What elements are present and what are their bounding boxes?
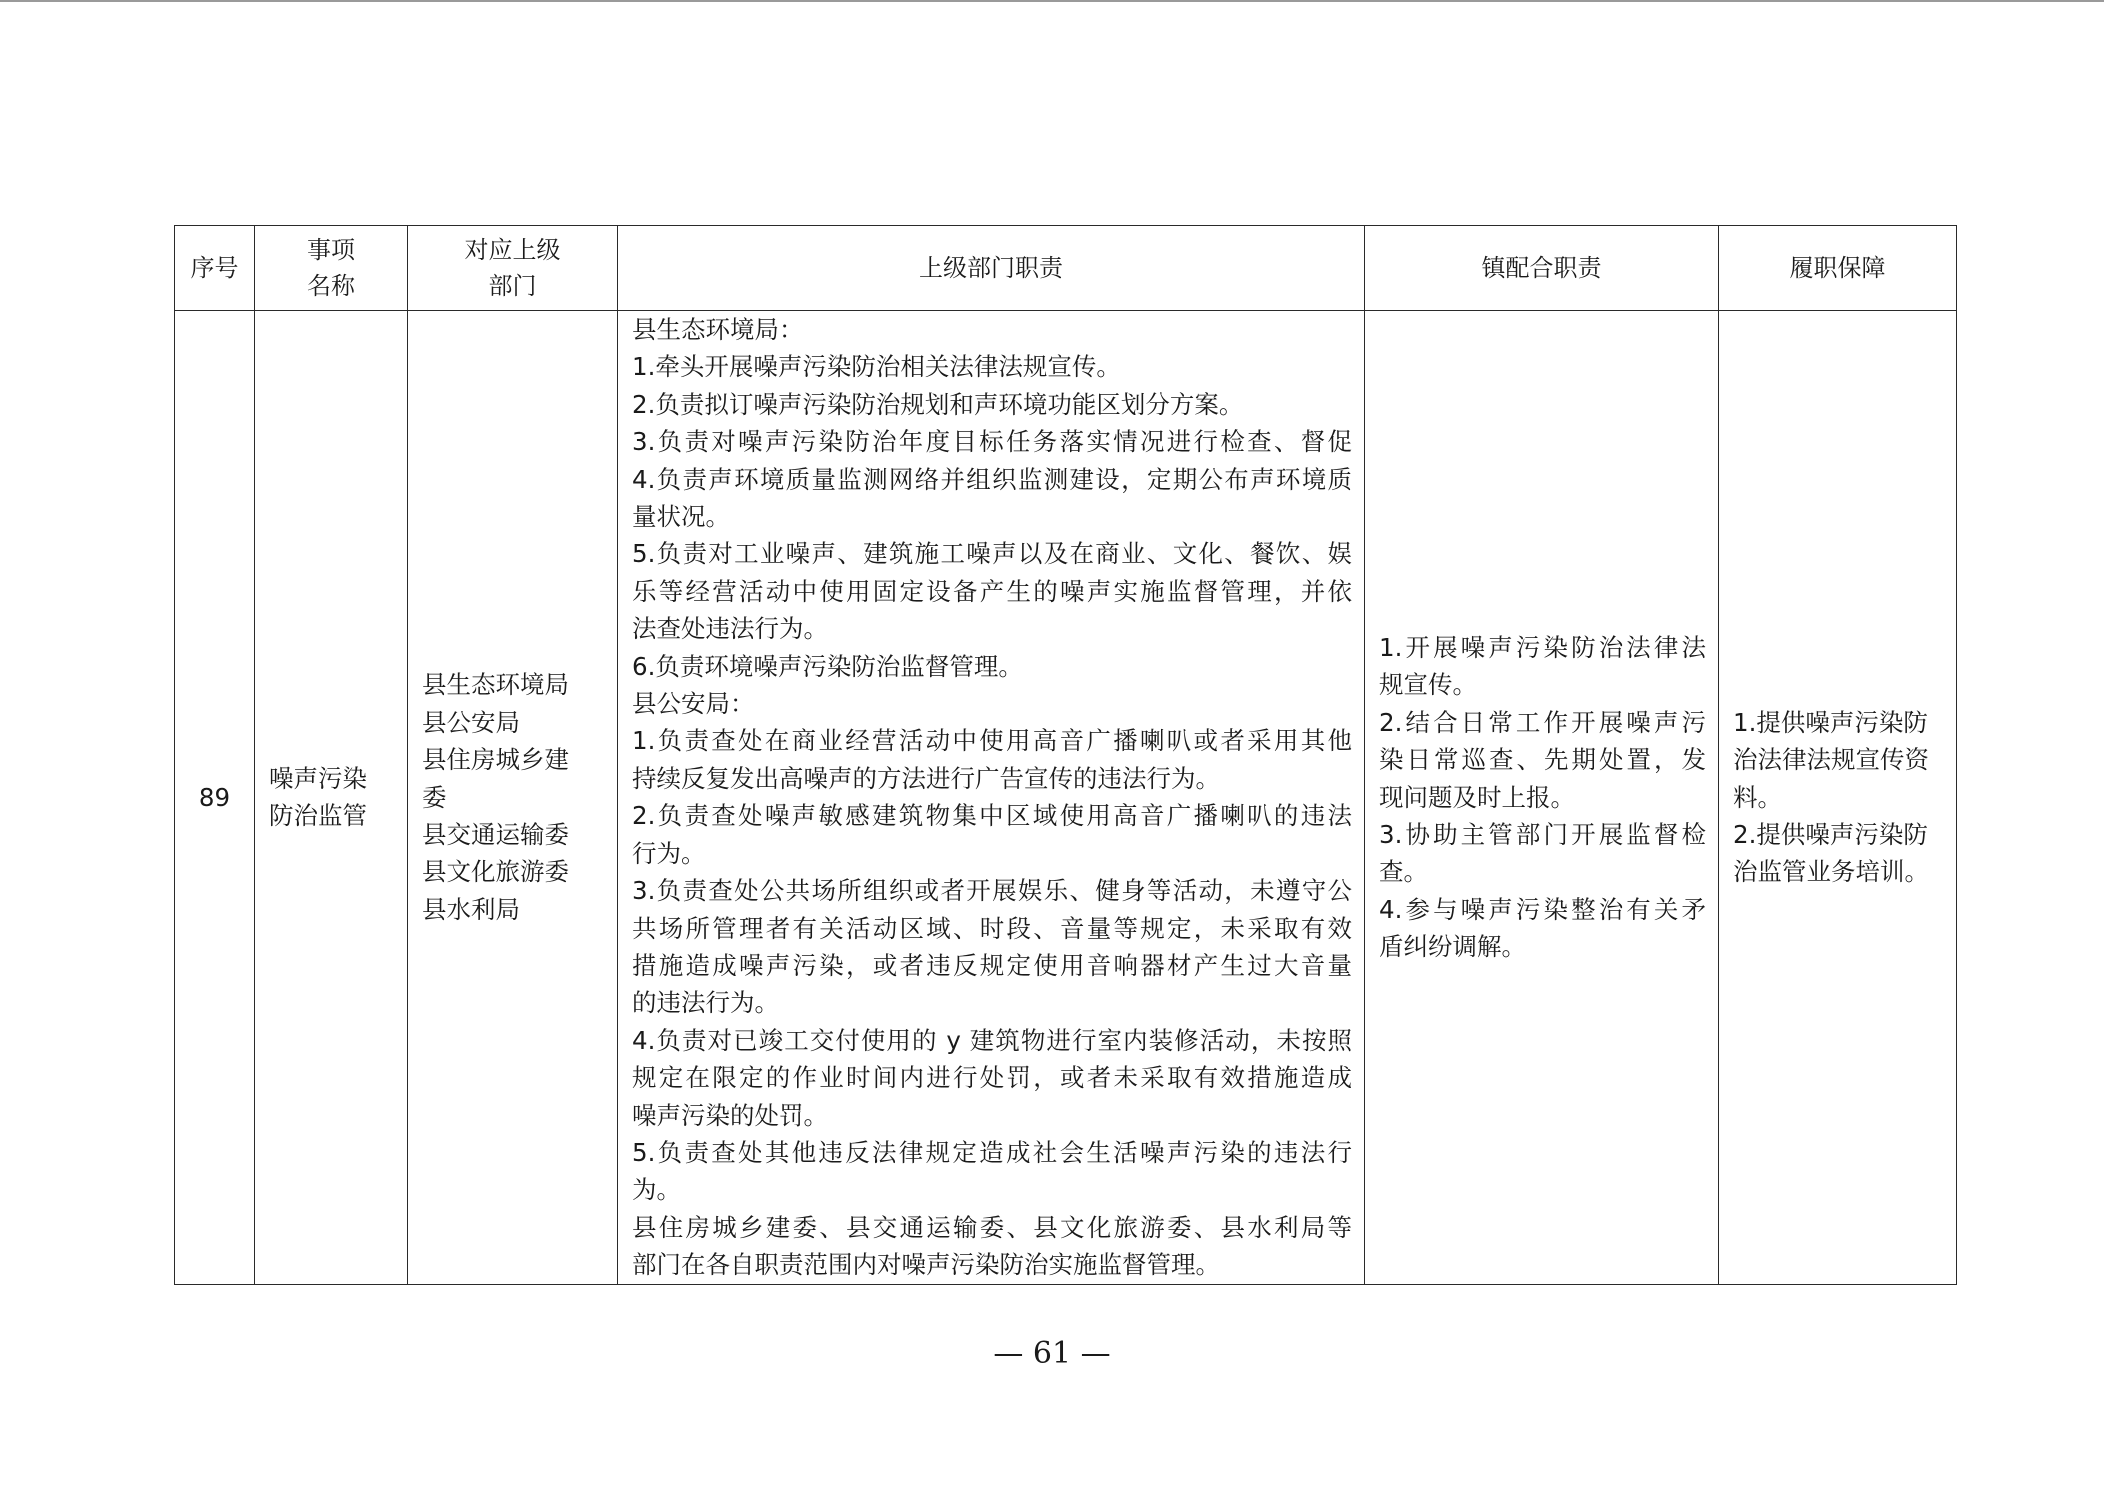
duty-line: 1.负责查处在商业经营活动中使用高音广播喇叭或者采用其他 [632,726,1352,756]
table-header-row [175,226,1957,311]
duty-line: 3.负责查处公共场所组织或者开展娱乐、健身等活动，未遵守公 [632,876,1352,906]
row-item-name [255,311,408,1285]
town-duty-line: 2.结合日常工作开展噪声污 [1379,707,1706,737]
duty-line: 1.牵头开展噪声污染防治相关法律法规宣传。 [632,352,1121,382]
page-top-rule [0,0,2104,2]
guarantee-line: 治监管业务培训。 [1733,857,1929,887]
header-upper-dept [408,226,618,311]
duty-line: 县生态环境局： [632,315,804,344]
duty-line: 共场所管理者有关活动区域、时段、音量等规定，未采取有效 [632,913,1352,943]
duty-line: 6.负责环境噪声污染防治监督管理。 [632,651,1023,681]
duty-line: 措施造成噪声污染，或者违反规定使用音响器材产生过大音量 [632,950,1352,980]
town-duty-line: 1.开展噪声污染防治法律法 [1379,632,1706,662]
header-guarantee: 履职保障 [1719,226,1957,311]
duty-line: 为。 [632,1175,681,1205]
guarantee-line: 1.提供噪声污染防 [1733,707,1928,737]
duty-line: 行为。 [632,838,706,868]
header-item-name [255,226,408,311]
duty-line: 县住房城乡建委、县交通运输委、县文化旅游委、县水利局等 [632,1212,1352,1242]
row-departments [408,311,618,1285]
header-item-name-line: 名称 [307,272,355,300]
table-row [175,311,1957,1285]
header-seq: 序号 [175,226,255,311]
guarantee-line: 2.提供噪声污染防 [1733,819,1928,849]
page-number: — 61 — [993,1336,1111,1371]
department-line: 县水利局 [422,894,520,924]
duty-line: 3.负责对噪声污染防治年度目标任务落实情况进行检查、督促 [632,427,1352,457]
town-duty-line: 4.参与噪声污染整治有关矛 [1379,894,1706,924]
department-line: 县文化旅游委 [422,857,569,887]
duty-line: 部门在各自职责范围内对噪声污染防治实施监督管理。 [632,1250,1220,1280]
town-duty-line: 盾纠纷调解。 [1379,932,1526,962]
row-upper-duties [618,311,1365,1285]
header-town-duties: 镇配合职责 [1365,226,1719,311]
item-name-line: 防治监管 [269,801,367,831]
responsibility-table [174,225,1957,1285]
town-duty-line: 染日常巡查、先期处置，发 [1379,745,1706,775]
department-line: 县生态环境局 [422,670,569,700]
duty-line: 2.负责拟订噪声污染防治规划和声环境功能区划分方案。 [632,389,1244,419]
town-duty-line: 3.协助主管部门开展监督检 [1379,819,1706,849]
header-item-name-line: 事项 [307,236,355,264]
duty-line: 县公安局： [632,689,755,719]
item-name-line: 噪声污染 [269,763,367,793]
duty-line: 2.负责查处噪声敏感建筑物集中区域使用高音广播喇叭的违法 [632,801,1352,831]
department-line: 县住房城乡建 [422,745,569,775]
town-duty-line: 现问题及时上报。 [1379,782,1575,812]
duty-line: 4.负责声环境质量监测网络并组织监测建设，定期公布声环境质 [632,464,1352,494]
department-line: 县公安局 [422,707,520,737]
duty-line: 乐等经营活动中使用固定设备产生的噪声实施监督管理，并依 [632,576,1352,606]
department-line: 县交通运输委 [422,819,569,849]
duty-line: 5.负责对工业噪声、建筑施工噪声以及在商业、文化、餐饮、娱 [632,539,1352,569]
guarantee-line: 治法律法规宣传资 [1733,745,1929,775]
guarantee-line: 料。 [1733,782,1782,812]
duty-line: 的违法行为。 [632,988,779,1018]
row-seq: 89 [175,311,255,1285]
duty-line: 持续反复发出高噪声的方法进行广告宣传的违法行为。 [632,763,1220,793]
row-town-duties [1365,311,1719,1285]
header-upper-dept-line: 部门 [488,272,537,300]
department-line: 委 [422,782,447,812]
header-upper-dept-line: 对应上级 [464,236,561,264]
duty-line: 5.负责查处其他违反法律规定造成社会生活噪声污染的违法行 [632,1137,1352,1167]
duty-line: 规定在限定的作业时间内进行处罚，或者未采取有效措施造成 [632,1063,1352,1093]
duty-line: 法查处违法行为。 [632,614,828,644]
town-duty-line: 查。 [1379,857,1428,887]
town-duty-line: 规宣传。 [1379,670,1477,700]
duty-line: 噪声污染的处罚。 [632,1100,828,1130]
header-upper-duties: 上级部门职责 [618,226,1365,311]
duty-line: 4.负责对已竣工交付使用的 y 建筑物进行室内装修活动，未按照 [632,1025,1352,1055]
row-guarantee [1719,311,1957,1285]
duty-line: 量状况。 [632,502,730,532]
